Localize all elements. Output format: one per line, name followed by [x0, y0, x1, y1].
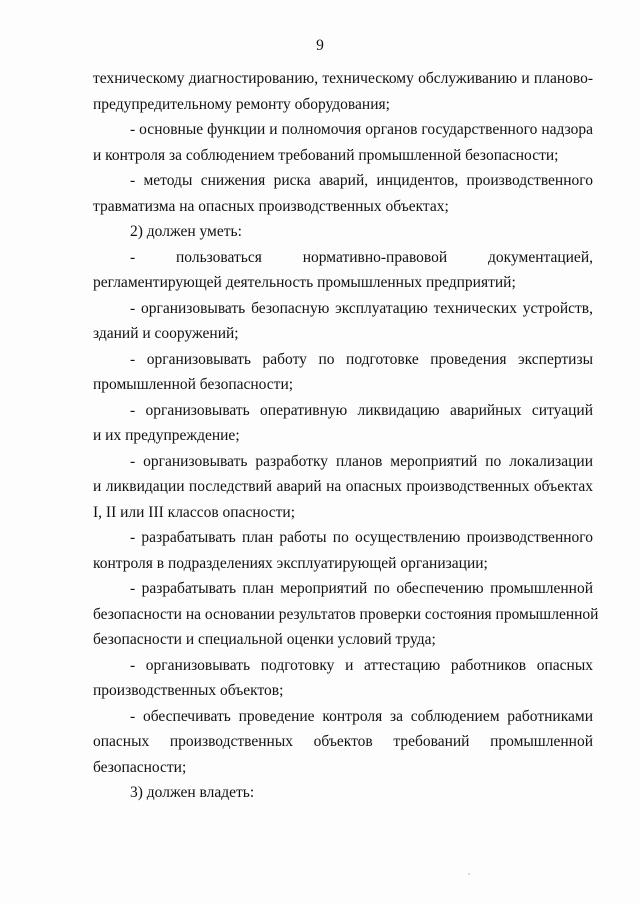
- text-line: - разрабатывать план мероприятий по обеспечению промышленной: [130, 580, 593, 597]
- text-line: - организовывать подготовку и аттестацию работников опасных: [130, 656, 593, 674]
- text-line: - пользоваться нормативно-правовой документацией,: [130, 248, 593, 266]
- text-line: травматизма на опасных производственных объектах;: [93, 197, 449, 215]
- text-line: и контроля за соблюдением требований промышленной безопасности;: [93, 146, 559, 164]
- text-line: регламентирующей деятельность промышленных предприятий;: [93, 274, 516, 291]
- text-line: I, II или III классов опасности;: [93, 503, 296, 521]
- text-line: - методы снижения риска аварий, инцидентов, производственного: [130, 172, 593, 189]
- text-line: контроля в подразделениях эксплуатирующей организации;: [93, 554, 488, 572]
- text-line: безопасности на основании результатов проверки состояния промышленной: [93, 605, 599, 623]
- text-line: - организовывать безопасную эксплуатацию технических устройств,: [130, 299, 593, 317]
- text-line: - обеспечивать проведение контроля за соблюдением работниками: [130, 707, 593, 725]
- text-line: и их предупреждение;: [93, 427, 240, 444]
- text-line: и ликвидации последствий аварий на опасных производственных объектах: [93, 478, 593, 495]
- page-number: 9: [316, 37, 324, 54]
- text-line: - организовывать работу по подготовке проведения экспертизы: [130, 350, 593, 368]
- text-line: 3) должен владеть:: [130, 784, 255, 801]
- text-line: промышленной безопасности;: [93, 376, 294, 393]
- text-line: безопасности и специальной оценки условий труда;: [93, 631, 436, 648]
- text-line: - организовывать оперативную ликвидацию аварийных ситуаций: [130, 401, 593, 419]
- text-line: - разрабатывать план работы по осуществлению производственного: [130, 529, 593, 546]
- text-line: 2) должен уметь:: [130, 223, 242, 240]
- document-body: [93, 66, 599, 806]
- text-line: - основные функции и полномочия органов государственного надзора: [130, 121, 593, 138]
- text-line: - организовывать разработку планов мероприятий по локализации: [130, 452, 593, 470]
- scan-speck: [468, 873, 470, 875]
- text-line: производственных объектов;: [93, 682, 284, 699]
- text-line: безопасности;: [93, 758, 187, 776]
- text-line: опасных производственных объектов требований промышленной: [93, 733, 593, 750]
- text-line: техническому диагностированию, техническому обслуживанию и планово-: [93, 70, 593, 87]
- text-line: предупредительному ремонту оборудования;: [93, 95, 390, 113]
- text-line: зданий и сооружений;: [93, 325, 239, 342]
